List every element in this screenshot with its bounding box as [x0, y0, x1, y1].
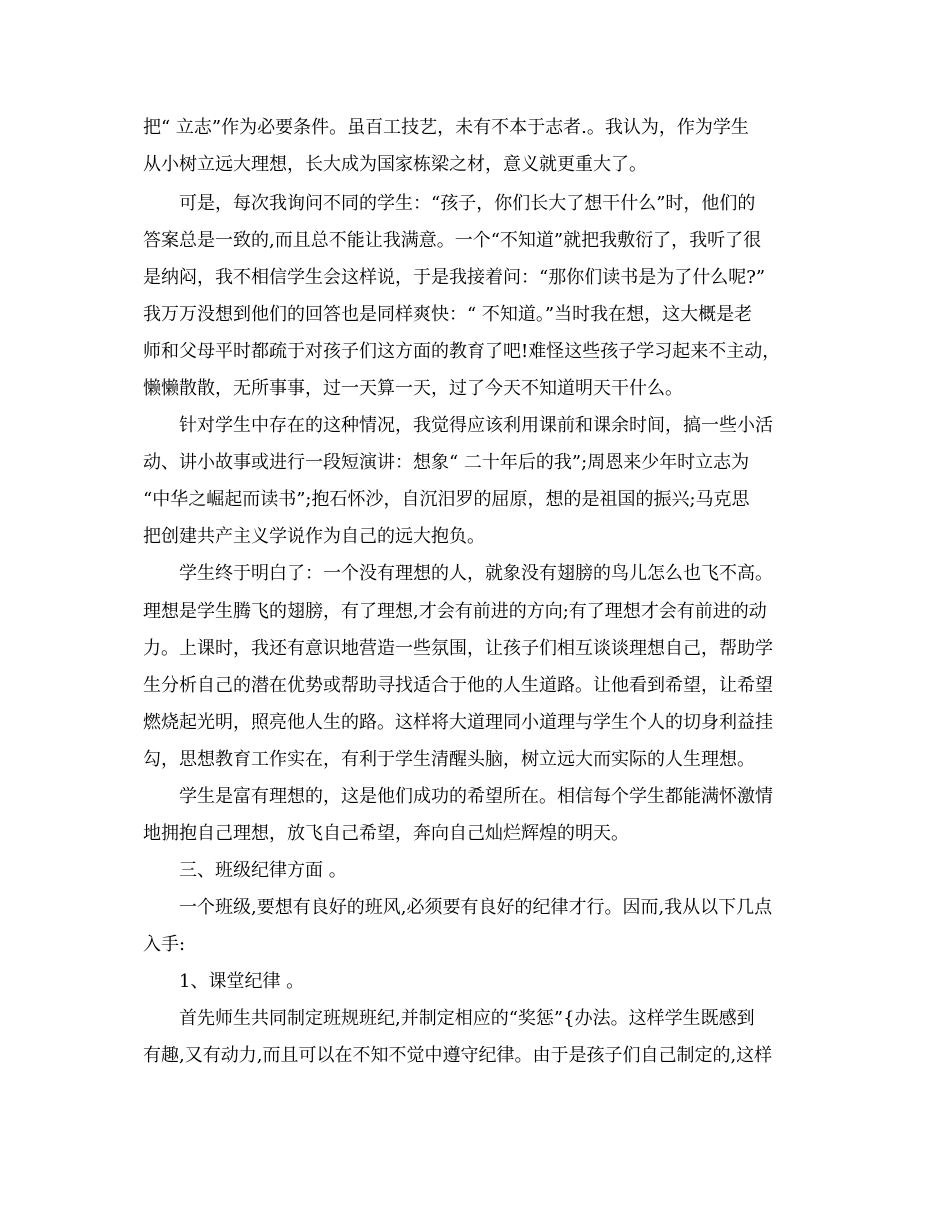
text-line: 理想是学生腾飞的翅膀，有了理想,才会有前进的方向;有了理想才会有前进的动 — [143, 601, 767, 622]
text-line: 有趣,又有动力,而且可以在不知不觉中遵守纪律。由于是孩子们自己制定的,这样 — [143, 1045, 773, 1066]
text-line: 师和父母平时都疏于对孩子们这方面的教育了吧!难怪这些孩子学习起来不主动， — [143, 341, 781, 362]
text-line: 从小树立远大理想，长大成为国家栋梁之材，意义就更重大了。 — [143, 154, 647, 175]
text-line: 地拥抱自己理想，放飞自己希望，奔向自己灿烂辉煌的明天。 — [143, 823, 629, 844]
text-line: 针对学生中存在的这种情况，我觉得应该利用课前和课余时间，搞一些小活 — [179, 415, 773, 436]
text-line: 把“ 立志”作为必要条件。虽百工技艺，未有不本于志者.。我认为，作为学生 — [143, 117, 749, 138]
text-line: 入手: — [143, 934, 186, 955]
text-line: 可是，每次我询问不同的学生：“孩子，你们长大了想干什么”时，他们的 — [179, 193, 756, 214]
text-line: 燃烧起光明，照亮他人生的路。这样将大道理同小道理与学生个人的切身利益挂 — [143, 712, 773, 733]
section-heading: 三、班级纪律方面 。 — [179, 860, 347, 881]
subsection-heading: 1、课堂纪律 。 — [179, 971, 305, 992]
text-line: 是纳闷，我不相信学生会这样说，于是我接着问：“那你们读书是为了什么呢?” — [143, 267, 766, 288]
text-line: 学生终于明白了：一个没有理想的人，就象没有翅膀的鸟儿怎么也飞不高。 — [179, 563, 773, 584]
text-line: 答案总是一致的,而且总不能让我满意。一个“不知道”就把我敷衍了，我听了很 — [143, 230, 762, 251]
text-line: 动、讲小故事或进行一段短演讲：想象“ 二十年后的我”;周恩来少年时立志为 — [143, 452, 750, 473]
text-line: 懒懒散散，无所事事，过一天算一天，过了今天不知道明天干什么。 — [143, 378, 683, 399]
text-line: “中华之崛起而读书”;抱石怀沙，自沉汨罗的屈原，想的是祖国的振兴;马克思 — [143, 489, 750, 510]
text-line: 一个班级,要想有良好的班风,必须要有良好的纪律才行。因而,我从以下几点 — [179, 897, 773, 918]
text-line: 生分析自己的潜在优势或帮助寻找适合于他的人生道路。让他看到希望，让希望 — [143, 675, 773, 696]
text-line: 勾，思想教育工作实在，有利于学生清醒头脑，树立远大而实际的人生理想。 — [143, 749, 755, 770]
text-line: 学生是富有理想的，这是他们成功的希望所在。相信每个学生都能满怀激情 — [179, 786, 773, 807]
text-line: 我万万没想到他们的回答也是同样爽快：“ 不知道。”当时我在想，这大概是老 — [143, 304, 753, 325]
text-line: 把创建共产主义学说作为自己的远大抱负。 — [143, 526, 485, 547]
text-line: 首先师生共同制定班规班纪,并制定相应的“奖惩”{办法。这样学生既感到 — [179, 1008, 755, 1029]
text-line: 力。上课时，我还有意识地营造一些氛围，让孩子们相互谈谈理想自己，帮助学 — [143, 638, 773, 659]
